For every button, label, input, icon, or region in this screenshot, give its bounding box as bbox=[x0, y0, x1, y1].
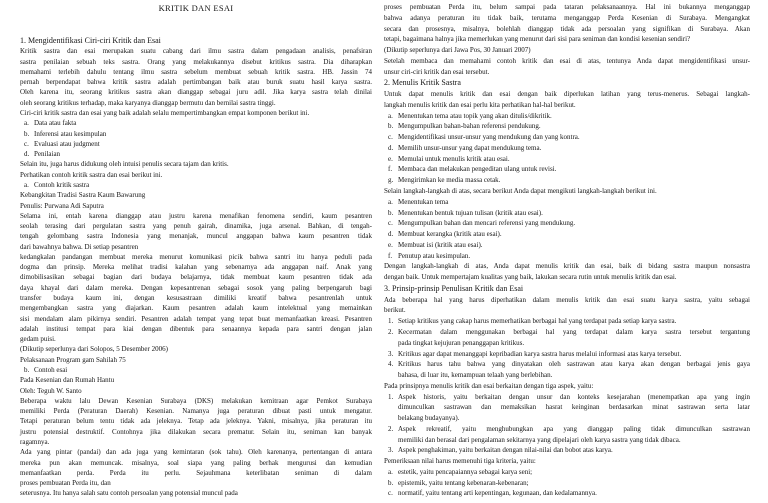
list-marker: a. bbox=[24, 119, 29, 128]
list-item-line bbox=[384, 403, 750, 411]
list-marker: b. bbox=[388, 122, 394, 131]
list-item-text: Aspek historis, yaitu berkaitan dengan unsur dan konteks kesejarahan (menempatkan apa yang ingin bbox=[398, 392, 750, 401]
list-item-line bbox=[384, 360, 750, 368]
list-item-line bbox=[20, 130, 372, 138]
list-item-line bbox=[384, 468, 750, 476]
list-item-line bbox=[384, 144, 750, 152]
list-marker: f. bbox=[388, 251, 393, 260]
paragraph-line: Oleh karena itu, seorang kritikus sastra akan dianggap sebagai juru adil. Jika karya sastra telah dinilai bbox=[20, 88, 372, 97]
paragraph-line: tetapi, bagaimana halnya jika memerlukan yang menurut dari sisi para seniman dan kondisi kesenian sendiri? bbox=[384, 35, 691, 44]
list-item-text: normatif, yaitu tentang arti kepentingan, kegunaan, dan kedalamannya. bbox=[398, 489, 597, 498]
list-marker: 3. bbox=[388, 446, 394, 455]
paragraph-line: adalah institusi tempat para kiai dengan dibentuk para senaannya kepada para santri dengan jalan bbox=[20, 324, 372, 333]
text-line: Pada Kesenian dan Rumah Hantu bbox=[20, 376, 115, 385]
list-item-text: Contoh esai bbox=[34, 366, 68, 374]
paragraph-line: unsur ciri-ciri kritik dan esai tersebut. bbox=[384, 67, 490, 76]
list-item-text: Membaca dan melakukan pengeditan ulang untuk revisi. bbox=[398, 165, 557, 174]
list-item-line bbox=[384, 176, 750, 184]
left-column bbox=[20, 36, 372, 498]
list-item-line bbox=[384, 425, 750, 433]
list-item-text: belakang budayanya). bbox=[398, 414, 460, 423]
list-item-text: dimunculkan sastrawan dan memaksikan hasrat keinginan berdasarkan minat sastrawan serta latar bbox=[398, 403, 750, 412]
list-marker: 4. bbox=[388, 360, 394, 369]
list-item-line bbox=[384, 252, 750, 260]
list-marker: b. bbox=[388, 478, 394, 487]
text-line: (Dikutip seperlunya dari Solopos, 5 Desember 2006) bbox=[20, 345, 168, 354]
list-item-line bbox=[384, 133, 750, 141]
list-marker: b. bbox=[24, 366, 30, 374]
text-line: Oleh: Teguh W. Santo bbox=[20, 386, 82, 395]
paragraph-line: kedangkalan pandangan membuat mereka menurut komunikasi picik bahwa santri itu hanya peduli pada bbox=[20, 252, 372, 261]
list-marker: a. bbox=[24, 180, 29, 189]
list-item-line bbox=[384, 414, 750, 422]
list-item-text: bahasa, di luar itu, kemampuan telaah yang berlebihan. bbox=[398, 371, 553, 380]
list-item-line bbox=[384, 165, 750, 173]
list-marker: b. bbox=[388, 208, 394, 217]
list-marker: g. bbox=[388, 176, 394, 185]
list-marker: c. bbox=[388, 133, 393, 142]
list-item-line bbox=[384, 339, 750, 347]
paragraph-line: dogma dan prinsip. Mereka melihat tradisi kalahan yang sebenarnya ada anggapan naif. Anak yang bbox=[20, 263, 372, 272]
paragraph-line: daya khayal dari dalam mereka. Dengan kepesantrenan sebagai sosok yang paling berpengaruh bagi bbox=[20, 283, 372, 292]
list-item-text: Menentukan tema atau topik yang akan ditulis/dikritik. bbox=[398, 111, 552, 120]
paragraph-line: bahwa adanya peraturan itu tidak baik, terutama menganggap Perda Kesenian di Surabaya. Mengangkat bbox=[384, 13, 750, 22]
list-marker: a. bbox=[388, 111, 393, 120]
list-item-text: Inferensi atau kesimpulan bbox=[34, 129, 107, 138]
list-item-line bbox=[20, 140, 372, 148]
list-item-line bbox=[384, 446, 750, 454]
list-item-text: Contoh kritik sastra bbox=[34, 180, 90, 189]
paragraph-line: Selama ini, entah karena dianggap atau justru karena menafikan fenomena sendiri, kaum pesantren bbox=[20, 211, 372, 220]
paragraph-line: Setelah membaca dan memahami contoh kritik dan esai di atas, tentunya Anda dapat mengidentifikasi unsur- bbox=[384, 56, 750, 65]
list-item-text: Data atau fakta bbox=[34, 119, 77, 128]
list-marker: c. bbox=[388, 219, 393, 228]
paragraph-line: secara dan prosesnya, misalnya, bolehlah dianggap tidak ada persoalan yang signifikan di Surabaya. Akan bbox=[384, 24, 750, 33]
paragraph-line: Kritik sastra dan esai merupakan suatu cabang dari ilmu sastra dalam pengadaan analisis, penafsiran bbox=[20, 47, 372, 56]
list-item-text: Penilaian bbox=[34, 150, 61, 159]
paragraph-line: mereka pun akan memuncak. misalnya, soal siapa yang paling berhak mengurusi dan kemudian bbox=[20, 458, 372, 467]
list-item-line bbox=[384, 393, 750, 401]
list-marker: e. bbox=[388, 240, 393, 249]
list-item-text: Kritikus harus tahu bahwa yang dinyatakan oleh sastrawan atau karya akan dengan berbagai jenis gaya bbox=[398, 360, 750, 369]
section-heading: 2. Menulis Kritik Sastra bbox=[384, 78, 461, 88]
paragraph-line: memahami terlebih dahulu tentang ilmu sastra sebelum membuat sebuah kritik sastra. HB. Jassin 74 bbox=[20, 67, 372, 76]
list-item-text: Membuat kerangka (kritik atau esai). bbox=[398, 230, 502, 239]
text-line: Pelaksanaan Program gam Sahilah 75 bbox=[20, 355, 126, 364]
text-line: (Dikutip seperlunya dari Jawa Pos, 30 Januari 2007) bbox=[384, 46, 531, 55]
paragraph-line: Tetapi peraturan belum tentu tidak ada jeleknya. Tetap ada jeleknya. Yakni, misalnya, jika peraturan itu bbox=[20, 417, 372, 426]
list-marker: 2. bbox=[388, 424, 394, 433]
list-item-line bbox=[384, 112, 750, 120]
list-item-text: Mengidentifikasi unsur-unsur yang mendukung dan yang kontra. bbox=[398, 133, 580, 142]
list-marker: b. bbox=[24, 129, 30, 138]
text-line: Pemeriksaan nilai harus memenuhi tiga kriteria, yaitu: bbox=[384, 457, 536, 466]
list-item-line bbox=[384, 371, 750, 379]
paragraph-line: justru potensial destruktif. Contohnya jika dilakukan secara prematur. Selain itu, seniman kan banyak bbox=[20, 427, 372, 436]
paragraph-line: Untuk dapat menulis kritik dan esai dengan baik diperlukan latihan yang terus-menerus. Sebagai langkah- bbox=[384, 90, 750, 99]
paragraph-line: proses pembuatan Perda itu, belum sampai pada tataran pelaksanaannya. Hal ini bukannya menganggap bbox=[384, 3, 750, 11]
text-line: Pada prinsipnya menulis kritik dan esai berkaitan dengan tiga aspek, yaitu: bbox=[384, 381, 594, 390]
paragraph-line: ragamnya. bbox=[20, 437, 50, 446]
list-item-line bbox=[384, 241, 750, 249]
list-item-text: Aspek rekreatif, yaitu menghubungkan apa yang dianggap paling tidak dimunculkan sastrawan bbox=[398, 424, 750, 433]
list-item-line bbox=[384, 219, 750, 227]
text-line: Selain langkah-langkah di atas, secara berikut Anda dapat mengikuti langkah-langkah berikut ini. bbox=[384, 187, 657, 196]
list-item-text: Kecermatan dalam menggunakan berbagai hal yang terdapat dalam karya sastra tersebut tergantung bbox=[398, 327, 750, 336]
list-marker: a. bbox=[388, 467, 393, 476]
list-item-text: Kritikus agar dapat menanggapi kepribadian karya sastra harus melalui informasi atas karya tersebut. bbox=[398, 349, 682, 358]
list-marker: d. bbox=[388, 230, 394, 239]
list-item-line bbox=[384, 209, 750, 217]
list-item-text: Setiap kritikus yang cakap harus memerhatikan berbagai hal yang terdapat pada setiap karya sastra. bbox=[398, 317, 677, 326]
list-item-text: pada tingkat kejujuran penanggapan kritikus. bbox=[398, 338, 525, 347]
list-marker: d. bbox=[24, 150, 30, 159]
text-line: seterusnya. Itu hanya salah satu contoh persoalan yang potensial muncul pada bbox=[20, 489, 238, 498]
list-item-line bbox=[384, 328, 750, 336]
list-item-text: Memulai untuk menulis kritik atau esai. bbox=[398, 154, 510, 163]
paragraph-line: Ada beberapa hal yang harus diperhatikan dalam menulis kritik dan esai suatu karya sastra, yaitu sebagai bbox=[384, 295, 750, 304]
text-line: Ciri-ciri kritik sastra dan esai yang baik adalah selalu mempertimbangkan empat komponen berikut ini. bbox=[20, 108, 310, 117]
list-marker: 2. bbox=[388, 327, 394, 336]
paragraph-line: transfer budaya kaum ini, dengan kesusastraan dimiliki kreatif bahwa pesantrenlah untuk bbox=[20, 294, 372, 303]
list-item-text: memiliki dan berasal dari pengalaman sekitarnya yang dipelajari oleh karya sastra yang tidak dibaca. bbox=[398, 435, 681, 444]
paragraph-line: dengan baik. Untuk mempertajam kualitas yang baik, lakukan secara rutin untuk menulis kritik dan esai. bbox=[384, 273, 677, 282]
list-item-line bbox=[384, 198, 750, 206]
paragraph-line: tengah gelombang sastra Indonesia yang menanjak, muncul anggapan bahwa kaum pesantren tidak bbox=[20, 232, 372, 241]
list-item-line bbox=[384, 155, 750, 163]
list-item-text: Penutup atau kesimpulan. bbox=[398, 251, 471, 260]
paragraph-line: memanfaatkan perda. Perda itu perlu. Sejauhmana keterlibatan seniman di dalam bbox=[20, 468, 372, 477]
text-line: Perhatikan contoh kritik sastra dan esai berikut ini. bbox=[20, 170, 163, 179]
right-column bbox=[384, 3, 750, 498]
paragraph-line: mengembangkan sastra yang diajarkan. Kaum pesantren adalah kaum intelektual yang memainkan bbox=[20, 304, 372, 313]
text-line: Selain itu, juga harus didukung oleh intuisi penulis secara tajam dan kritis. bbox=[20, 160, 229, 169]
list-marker: a. bbox=[388, 197, 393, 206]
paragraph-line: memiliki Perda (Peraturan Daerah) Kesenian. Namanya juga peraturan dibuat pasti untuk mengatur. bbox=[20, 407, 372, 416]
list-item-text: Membuat isi (kritik atau esai). bbox=[398, 240, 483, 249]
paragraph-line: proses pembuatan Perda itu, dan bbox=[20, 479, 111, 488]
paragraph-line: seolah terasing dari pergulatan sastra yang penuh gairah, dinamika, juga arsenal. Bahkan, di tengah- bbox=[20, 222, 372, 231]
list-item-line bbox=[20, 150, 372, 158]
list-marker: d. bbox=[388, 143, 394, 152]
section-heading: 3. Prinsip-prinsip Penulisan Kritik dan Esai bbox=[384, 283, 524, 293]
list-marker: 3. bbox=[388, 349, 394, 358]
list-item-text: Evaluasi atau judgment bbox=[34, 139, 100, 148]
list-item-line bbox=[384, 489, 750, 497]
paragraph-line: berikut. bbox=[384, 306, 406, 315]
list-item-text: Mengumpulkan bahan dan mencari referensi yang mendukung. bbox=[398, 219, 576, 228]
paragraph-line: pernah berpendapat bahwa kritik sastra adalah pertimbangan baik atau buruk suatu hasil karya sastra. bbox=[20, 78, 372, 87]
list-item-line bbox=[384, 479, 750, 487]
list-item-text: Aspek penghakiman, yaitu berkaitan dengan nilai-nilai dan bobot atas karya. bbox=[398, 446, 613, 455]
text-line: Kebangkitan Tradisi Sastra Kaum Bawarung bbox=[20, 191, 146, 200]
list-item-text: Menentukan bentuk tujuan tulisan (kritik atau esai). bbox=[398, 208, 543, 217]
list-item-text: Mengumpulkan bahan-bahan referensi pendukung. bbox=[398, 122, 541, 131]
list-item-text: Mengirimkan ke media massa cetak. bbox=[398, 176, 501, 185]
list-marker: c. bbox=[388, 489, 393, 498]
text-line: Penulis: Purwana Adi Saputra bbox=[20, 201, 104, 210]
list-marker: c. bbox=[24, 139, 29, 148]
paragraph-line: oleh seorang kritikus terhadap, maka karyanya dianggap bermutu dan bernilai sastra tinggi. bbox=[20, 98, 276, 107]
list-item-line bbox=[384, 350, 750, 358]
list-marker: f. bbox=[388, 165, 393, 174]
document-title: KRITIK DAN ESAI bbox=[158, 3, 234, 13]
list-item-text: Memilih unsur-unsur yang dapat mendukung tema. bbox=[398, 143, 542, 152]
list-item-text: epistemik, yaitu tentang kebenaran-kebenaran; bbox=[398, 478, 529, 487]
paragraph-line: sisi mendalam alam pikirnya sendiri. Pesantren adalah tempat yang tepat buat memanfaatkan kreasi. Pesantren bbox=[20, 314, 372, 323]
list-item-line bbox=[20, 119, 372, 127]
list-item-text: estetik, yaitu pencapaiannya sebagai karya seni; bbox=[398, 467, 533, 476]
list-item-line bbox=[384, 436, 750, 444]
list-item-line bbox=[384, 317, 750, 325]
list-item-line bbox=[384, 230, 750, 238]
paragraph-line: dari bawahnya bahwa. Di setiap pesantren bbox=[20, 242, 139, 251]
paragraph-line: Ada yang pintar (pandai) dan ada juga yang kemintaran (sok tahu). Oleh karenanya, pertentangan di antara bbox=[20, 448, 372, 457]
paragraph-line: Dengan langkah-langkah di atas, Anda dapat menulis kritik dan esai, baik di bidang sastra maupun nonsastra bbox=[384, 262, 750, 271]
list-marker: 1. bbox=[388, 392, 394, 401]
paragraph-line: dimobilisasikan sebagai bagian dari budaya belajarnya, tidak membuat kaum pesantren tidak ada bbox=[20, 273, 372, 282]
list-item-text: Menentukan tema bbox=[398, 197, 449, 206]
paragraph-line: langkah menulis kritik dan esai perlu kita perhatikan hal-hal berikut. bbox=[384, 100, 576, 109]
paragraph-line: gedam puisi. bbox=[20, 335, 56, 344]
section-heading: 1. Mengidentifikasi Ciri-ciri Kritik dan Esai bbox=[20, 36, 161, 45]
list-item-line bbox=[20, 366, 372, 374]
paragraph-line: sastra penilaian sebuah teks sastra. Orang yang melakukannya disebut kritikus sastra. Dia diharapkan bbox=[20, 57, 372, 66]
list-marker: 1. bbox=[388, 317, 394, 326]
list-marker: e. bbox=[388, 154, 393, 163]
paragraph-line: Beberapa waktu lalu Dewan Kesenian Surabaya (DKS) melakukan kemitraan agar Pemkot Surabaya bbox=[20, 396, 372, 405]
list-item-line bbox=[384, 122, 750, 130]
list-item-line bbox=[20, 181, 372, 189]
